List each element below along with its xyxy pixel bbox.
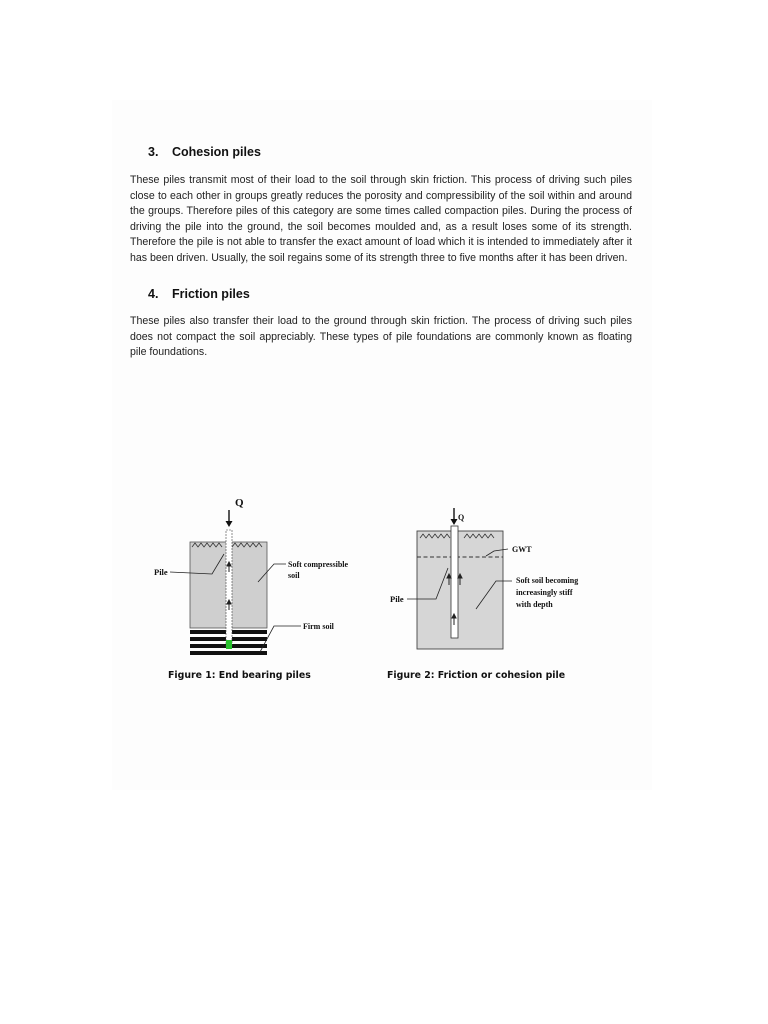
figure-1-caption: Figure 1: End bearing piles (168, 670, 311, 681)
pile-tip (226, 640, 232, 649)
section-title: Friction piles (172, 287, 250, 301)
section-number: 3. (148, 145, 159, 159)
load-arrow-head (451, 519, 458, 525)
gwt-label: GWT (512, 545, 532, 554)
figure-friction-cohesion-pile (380, 490, 620, 665)
pile-shaft (226, 530, 232, 647)
soft-soil-label-line-2: soil (288, 571, 300, 580)
figure-2-diagram (380, 490, 620, 665)
load-label: Q (235, 497, 244, 509)
soft-soil-label-line-1: Soft soil becoming (516, 576, 579, 585)
section-number: 4. (148, 287, 159, 301)
figure-1-diagram (140, 490, 380, 665)
figure-end-bearing-piles (140, 490, 380, 665)
soft-soil-label-line-1: Soft compressible (288, 560, 349, 569)
load-arrow-head (226, 521, 233, 527)
section-heading-friction-piles (148, 287, 250, 301)
section-heading-cohesion-piles (148, 145, 261, 159)
pile-label: Pile (390, 594, 404, 604)
paragraph-friction-piles: These piles also transfer their load to the ground through skin friction. The process of driving such piles does not compact the soil appreciably. These types of pile foundations are commonly known as floating pile foundations. (130, 315, 632, 359)
firm-soil-label: Firm soil (303, 622, 334, 631)
soft-soil-label-line-2: increasingly stiff (516, 588, 573, 597)
pile-label: Pile (154, 567, 168, 577)
soft-soil-block (417, 531, 503, 649)
load-label: Q (458, 513, 465, 522)
section-title: Cohesion piles (172, 145, 261, 159)
paragraph-cohesion-piles: These piles transmit most of their load to the soil through skin friction. This process of driving such piles close to each other in groups greatly reduces the porosity and compressibility of the soil within and around the groups. Therefore piles of this category are some times called compaction piles. During the process of driving the pile into the ground, the soil becomes moulded and, as a result loses some of its strength. Therefore the pile is not able to transfer the exact amount of load which it is intended to immediately after it has been driven. Usually, the soil regains some of its strength three to five months after it has been driven. (130, 174, 632, 264)
soft-soil-label-line-3: with depth (516, 600, 553, 609)
figure-2-caption: Figure 2: Friction or cohesion pile (387, 670, 566, 681)
